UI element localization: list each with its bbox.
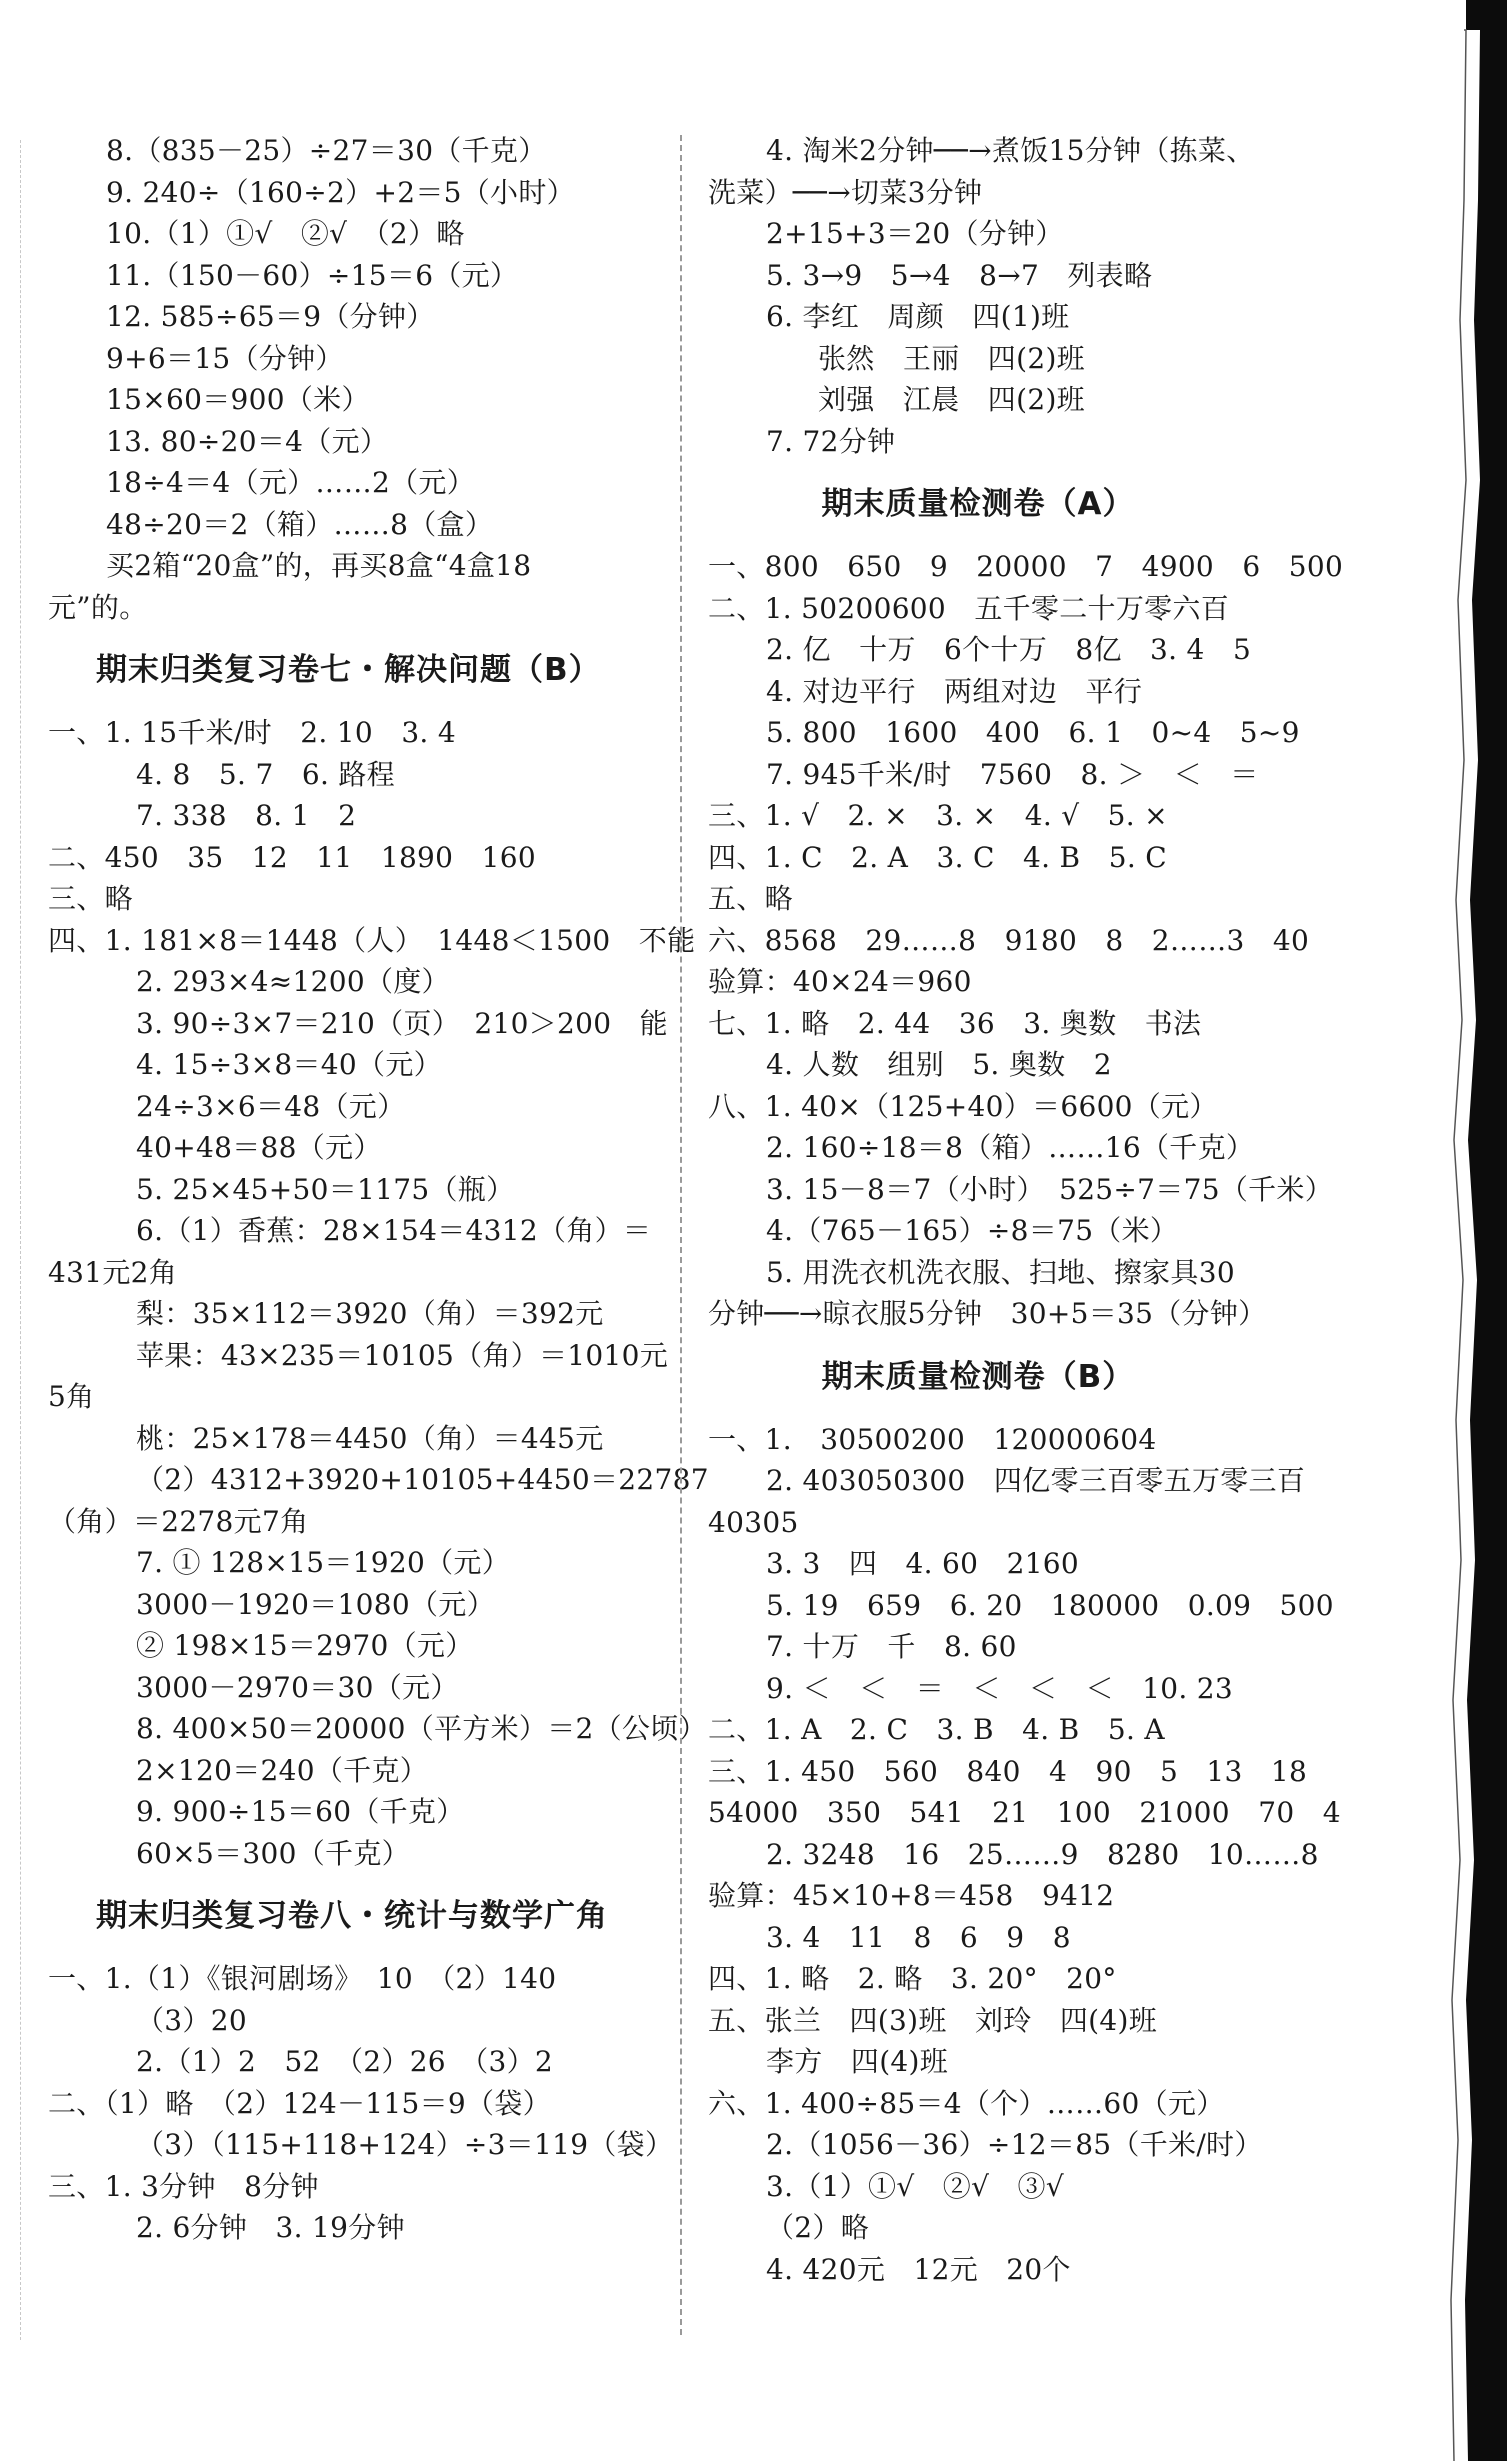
answer-line: 二、450 35 12 11 1890 160 [48, 840, 536, 874]
column-divider [680, 135, 682, 2335]
answer-line: 洗菜）──→切菜3分钟 [708, 175, 983, 209]
answer-line: 9. 240÷（160÷2）+2＝5（小时） [106, 175, 575, 209]
answer-line: 3. 15－8＝7（小时） 525÷7＝75（千米） [766, 1172, 1334, 1206]
answer-line: 5. 800 1600 400 6. 1 0~4 5~9 [766, 716, 1300, 749]
answer-line: 5角 [48, 1380, 95, 1413]
answer-line: 7. 338 8. 1 2 [136, 799, 357, 832]
answer-line: 7. ① 128×15＝1920（元） [136, 1546, 511, 1579]
answer-line: 2. 3248 16 25……9 8280 10……8 [766, 1837, 1319, 1871]
answer-line: 六、1. 400÷85＝4（个）……60（元） [708, 2086, 1225, 2120]
answer-line: 3.（1）①√ ②√ ③√ [766, 2169, 1064, 2203]
answer-line: 5. 用洗衣机洗衣服、扫地、擦家具30 [766, 1255, 1235, 1289]
answer-line: （3）20 [136, 2003, 247, 2037]
answer-line: 三、1. 450 560 840 4 90 5 13 18 [708, 1754, 1308, 1788]
answer-line: 18÷4＝4（元）……2（元） [106, 466, 476, 499]
answer-line: 7. 945千米/时 7560 8. ＞ ＜ ＝ [766, 757, 1259, 791]
left-column [48, 130, 709, 2249]
answer-line: 12. 585÷65＝9（分钟） [106, 300, 435, 333]
answer-line: 10.（1）①√ ②√ （2）略 [106, 217, 465, 250]
answer-line: 梨：35×112＝3920（角）＝392元 [136, 1297, 604, 1330]
answer-line: （角）＝2278元7角 [48, 1504, 309, 1538]
answer-line: 2. 160÷18＝8（箱）……16（千克） [766, 1131, 1255, 1164]
answer-line: 一、800 650 9 20000 7 4900 6 500 [708, 550, 1344, 583]
answer-line: 二、1. 50200600 五千零二十万零六百 [708, 591, 1230, 625]
answer-line: 40+48＝88（元） [136, 1131, 382, 1164]
answer-line: 一、1. 15千米/时 2. 10 3. 4 [48, 716, 456, 749]
answer-line: 一、1.（1）《银河剧场》 10 （2）140 [48, 1962, 557, 1995]
answer-line: 2.（1）2 52 （2）26 （3）2 [136, 2045, 554, 2078]
answer-line: 7. 十万 千 8. 60 [766, 1630, 1017, 1663]
answer-line: 7. 72分钟 [766, 424, 896, 458]
answer-line: 4. 8 5. 7 6. 路程 [136, 757, 395, 791]
torn-page-edge [1420, 0, 1507, 2461]
answer-line: 2. 6分钟 3. 19分钟 [136, 2211, 405, 2244]
left-margin-guide [20, 140, 21, 2340]
answer-line: 2×120＝240（千克） [136, 1753, 429, 1787]
answer-line: 60×5＝300（千克） [136, 1836, 410, 1870]
answer-line: 五、略 [708, 882, 793, 915]
answer-line: 48÷20＝2（箱）……8（盒） [106, 507, 494, 541]
answer-line: 五、张兰 四(3)班 刘玲 四(4)班 [708, 2003, 1158, 2037]
answer-line: 刘强 江晨 四(2)班 [818, 383, 1085, 416]
answer-line: 一、1. 30500200 120000604 [708, 1422, 1157, 1456]
answer-line: 6.（1）香蕉：28×154＝4312（角）＝ [136, 1214, 652, 1247]
answer-line: 5. 3→9 5→4 8→7 列表略 [766, 258, 1153, 292]
answer-line: 9. ＜ ＜ ＝ ＜ ＜ ＜ 10. 23 [766, 1671, 1233, 1705]
answer-line: 分钟──→晾衣服5分钟 30+5＝35（分钟） [708, 1297, 1267, 1330]
answer-line: 9+6＝15（分钟） [106, 341, 344, 375]
answer-line: 15×60＝900（米） [106, 383, 370, 416]
answer-line: 苹果：43×235＝10105（角）＝1010元 [136, 1338, 669, 1372]
answer-line: 李方 四(4)班 [766, 2045, 949, 2078]
answer-line: 11.（150－60）÷15＝6（元） [106, 258, 519, 292]
answer-line: 8.（835－25）÷27＝30（千克） [106, 134, 547, 167]
section-heading: 期末质量检测卷（B） [821, 1358, 1135, 1395]
answer-line: （2）4312+3920+10105+4450＝22787 [136, 1463, 709, 1496]
answer-line: 13. 80÷20＝4（元） [106, 424, 389, 458]
answer-line: 2. 403050300 四亿零三百零五万零三百 [766, 1464, 1306, 1497]
answer-line: 2. 293×4≈1200（度） [136, 965, 450, 998]
answer-line: 9. 900÷15＝60（千克） [136, 1795, 465, 1828]
answer-line: 4. 420元 12元 20个 [766, 2252, 1071, 2286]
section-heading: 期末归类复习卷七・解决问题（B） [96, 652, 601, 688]
answer-line: 三、1. 3分钟 8分钟 [48, 2169, 319, 2203]
answer-line: 4. 对边平行 两组对边 平行 [766, 674, 1143, 708]
answer-line: 4.（765－165）÷8＝75（米） [766, 1214, 1179, 1247]
answer-line: 二、（1）略 （2）124－115＝9（袋） [48, 2086, 551, 2120]
answer-line: （3）（115+118+124）÷3＝119（袋） [136, 2128, 674, 2161]
answer-line: 40305 [708, 1505, 799, 1539]
answer-line: ② 198×15＝2970（元） [136, 1629, 474, 1662]
answer-line: 2. 亿 十万 6个十万 8亿 3. 4 5 [766, 633, 1252, 666]
answer-line: 买2箱“20盒”的，再买8盒“4盒18 [106, 549, 532, 582]
answer-line: 验算：40×24＝960 [708, 965, 972, 998]
answer-line: 张然 王丽 四(2)班 [818, 341, 1085, 375]
answer-line: 三、1. √ 2. × 3. × 4. √ 5. × [708, 799, 1168, 832]
answer-line: 4. 15÷3×8＝40（元） [136, 1048, 442, 1081]
answer-line: 桃：25×178＝4450（角）＝445元 [136, 1421, 604, 1455]
answer-line: 六、8568 29……8 9180 8 2……3 40 [708, 923, 1310, 957]
right-column [708, 130, 1348, 2290]
answer-line: 5. 25×45+50＝1175（瓶） [136, 1172, 515, 1206]
answer-line: 2.（1056－36）÷12＝85（千米/时） [766, 2128, 1263, 2161]
answer-line: 三、略 [48, 882, 133, 915]
answer-line: 5. 19 659 6. 20 180000 0.09 500 [766, 1588, 1334, 1622]
answer-line: 3. 3 四 4. 60 2160 [766, 1547, 1080, 1580]
answer-line: 二、1. A 2. C 3. B 4. B 5. A [708, 1713, 1165, 1746]
answer-line: 2+15+3＝20（分钟） [766, 217, 1064, 250]
answer-line: 4. 淘米2分钟──→煮饭15分钟（拣菜、 [766, 134, 1255, 167]
answer-line: 431元2角 [48, 1255, 178, 1289]
answer-line: 四、1. 181×8＝1448（人） 1448＜1500 不能 [48, 923, 696, 957]
answer-line: 6. 李红 周颜 四(1)班 [766, 300, 1070, 333]
section-heading: 期末归类复习卷八・统计与数学广角 [96, 1898, 608, 1934]
answer-line: 四、1. 略 2. 略 3. 20° 20° [708, 1962, 1117, 1995]
answer-line: 24÷3×6＝48（元） [136, 1089, 406, 1123]
section-heading: 期末质量检测卷（A） [821, 486, 1135, 522]
answer-line: 3000－1920＝1080（元） [136, 1587, 495, 1621]
answer-line: 元”的。 [48, 590, 148, 624]
answer-line: 3000－2970＝30（元） [136, 1670, 459, 1704]
answer-line: 四、1. C 2. A 3. C 4. B 5. C [708, 840, 1167, 874]
answer-line: 54000 350 541 21 100 21000 70 4 [708, 1796, 1341, 1829]
answer-line: 验算：45×10+8＝458 9412 [708, 1879, 1115, 1912]
answer-line: 3. 4 11 8 6 9 8 [766, 1920, 1071, 1954]
answer-line: 8. 400×50＝20000（平方米）＝2（公顷） [136, 1712, 707, 1745]
answer-line: 八、1. 40×（125+40）＝6600（元） [708, 1089, 1218, 1123]
answer-line: 3. 90÷3×7＝210（页） 210＞200 能 [136, 1006, 668, 1040]
answer-line: 七、1. 略 2. 44 36 3. 奥数 书法 [708, 1006, 1202, 1040]
answer-line: 4. 人数 组别 5. 奥数 2 [766, 1048, 1112, 1081]
answer-line: （2）略 [766, 2211, 870, 2244]
